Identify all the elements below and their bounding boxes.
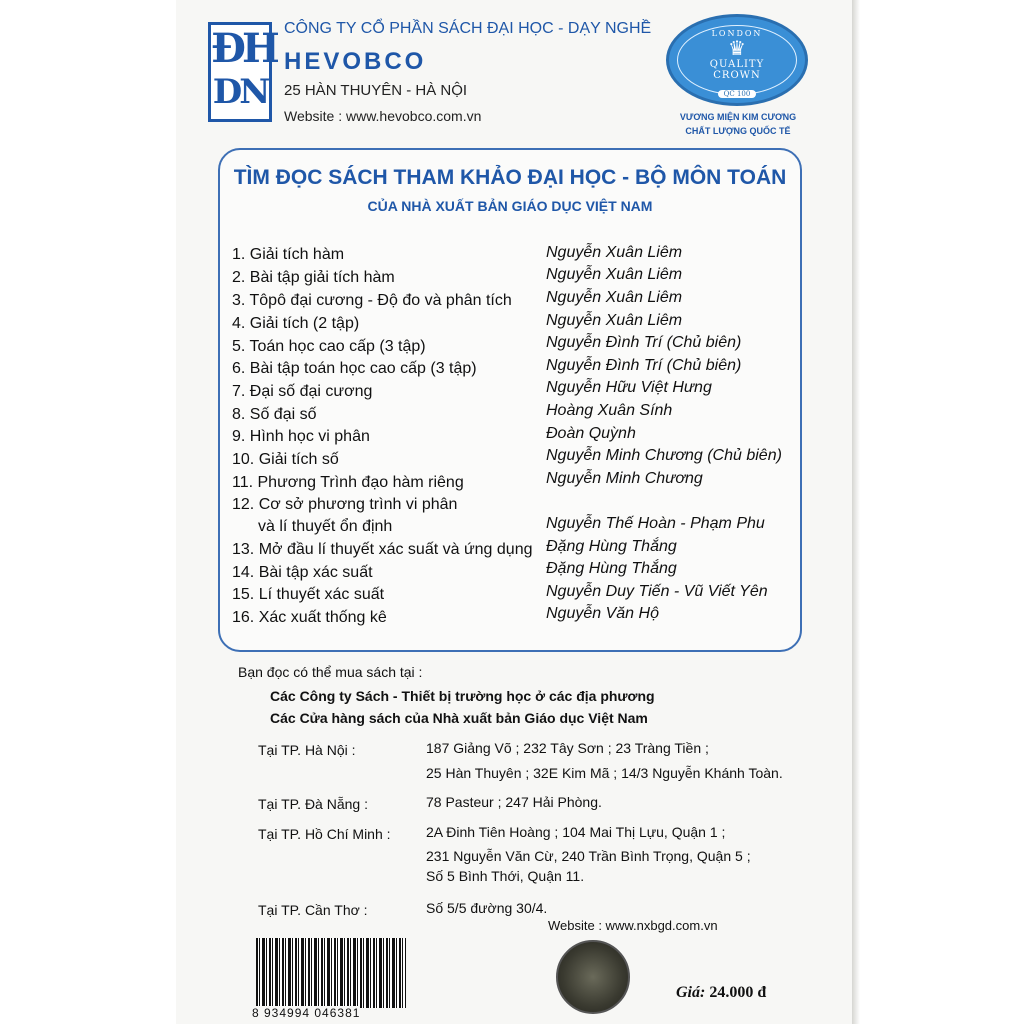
book-author: Nguyễn Hữu Việt Hưng (546, 379, 712, 396)
book-author: Nguyễn Duy Tiến - Vũ Viết Yên (546, 583, 768, 600)
book-title: và lí thuyết ổn định (258, 518, 393, 535)
city-name: Tại TP. Hồ Chí Minh : (258, 826, 391, 842)
book-author: Nguyễn Xuân Liêm (546, 289, 683, 306)
buy-line-1: Các Công ty Sách - Thiết bị trường học ở các địa phương (270, 688, 655, 704)
book-author: Nguyễn Đình Trí (Chủ biên) (546, 357, 742, 374)
book-title: 5. Toán học cao cấp (3 tập) (232, 338, 426, 355)
logo-line-1: ĐH (211, 25, 276, 72)
book-title: 16. Xác xuất thống kê (232, 609, 387, 626)
crown-icon: ♛ (728, 36, 746, 60)
buy-intro: Bạn đọc có thể mua sách tại : (238, 664, 423, 680)
award-caption-2: CHẤT LƯỢNG QUỐC TẾ (685, 126, 791, 136)
brand-name: HEVOBCO (284, 48, 427, 75)
city-address: Số 5 Bình Thới, Quận 11. (426, 868, 585, 884)
book-author: Nguyễn Xuân Liêm (546, 244, 683, 261)
book-title: 12. Cơ sở phương trình vi phân (232, 496, 458, 513)
hologram-seal-icon (556, 940, 630, 1014)
book-author: Nguyễn Xuân Liêm (546, 266, 683, 283)
book-title: 1. Giải tích hàm (232, 246, 345, 263)
price-label: Giá: (676, 984, 706, 1001)
quality-crown-badge (666, 14, 808, 106)
price-value: 24.000 đ (709, 984, 767, 1001)
book-title: 10. Giải tích số (232, 451, 339, 468)
book-title: 11. Phương Trình đạo hàm riêng (232, 474, 464, 491)
logo-line-2: DN (212, 72, 268, 112)
book-list-subtitle: CỦA NHÀ XUẤT BẢN GIÁO DỤC VIỆT NAM (367, 198, 653, 214)
badge-crown: CROWN (713, 70, 761, 81)
city-address: Số 5/5 đường 30/4. (426, 900, 548, 916)
book-author: Nguyễn Minh Chương (Chủ biên) (546, 447, 782, 464)
price (676, 984, 766, 1002)
nxbgd-website: Website : www.nxbgd.com.vn (548, 918, 718, 933)
city-name: Tại TP. Đà Nẵng : (258, 796, 368, 812)
book-title: 9. Hình học vi phân (232, 428, 370, 445)
award-caption-1: VƯƠNG MIỆN KIM CƯƠNG (679, 112, 797, 122)
publisher-logo (208, 22, 276, 122)
book-title: 13. Mở đầu lí thuyết xác suất và ứng dụng (232, 541, 533, 558)
city-address: 231 Nguyễn Văn Cừ, 240 Trần Bình Trọng, Quận 5 ; (426, 848, 751, 864)
city-address: 187 Giảng Võ ; 232 Tây Sơn ; 23 Tràng Tiền ; (426, 740, 709, 756)
book-title: 4. Giải tích (2 tập) (232, 315, 360, 332)
book-author: Nguyễn Thế Hoàn - Phạm Phu (546, 515, 765, 532)
city-name: Tại TP. Cần Thơ : (258, 902, 368, 918)
book-author: Nguyễn Văn Hộ (546, 605, 659, 622)
book-title: 7. Đại số đại cương (232, 383, 373, 400)
book-title: 8. Số đại số (232, 406, 317, 423)
badge-qc: QC 100 (718, 90, 757, 98)
city-address: 2A Đinh Tiên Hoàng ; 104 Mai Thị Lựu, Quận 1 ; (426, 824, 726, 840)
city-name: Tại TP. Hà Nội : (258, 742, 356, 758)
badge-london: LONDON (711, 29, 763, 38)
book-author: Nguyễn Minh Chương (546, 470, 703, 487)
buy-line-2: Các Cửa hàng sách của Nhà xuất bản Giáo dục Việt Nam (270, 710, 648, 726)
book-author: Đặng Hùng Thắng (546, 538, 677, 555)
publisher-address: 25 HÀN THUYÊN - HÀ NỘI (284, 82, 468, 99)
book-list-title: TÌM ĐỌC SÁCH THAM KHẢO ĐẠI HỌC - BỘ MÔN TOÁN (233, 166, 787, 189)
barcode-icon (256, 938, 406, 1008)
book-title: 6. Bài tập toán học cao cấp (3 tập) (232, 360, 477, 377)
page-edge-shadow (852, 0, 860, 1024)
barcode-number: 8 934994 046381 (252, 1006, 361, 1020)
company-name: CÔNG TY CỔ PHẦN SÁCH ĐẠI HỌC - DẠY NGHỀ (284, 20, 652, 37)
book-title: 2. Bài tập giải tích hàm (232, 269, 395, 286)
book-author: Nguyễn Xuân Liêm (546, 312, 683, 329)
book-author: Đoàn Quỳnh (546, 425, 636, 442)
book-author: Đặng Hùng Thắng (546, 560, 677, 577)
city-address: 78 Pasteur ; 247 Hải Phòng. (426, 794, 602, 810)
book-title: 14. Bài tập xác suất (232, 564, 373, 581)
city-address: 25 Hàn Thuyên ; 32E Kim Mã ; 14/3 Nguyễn Khánh Toàn. (426, 765, 783, 781)
book-title: 15. Lí thuyết xác suất (232, 586, 385, 603)
book-title: 3. Tôpô đại cương - Độ đo và phân tích (232, 292, 512, 309)
book-author: Hoàng Xuân Sính (546, 402, 673, 419)
publisher-website: Website : www.hevobco.com.vn (284, 108, 482, 124)
book-author: Nguyễn Đình Trí (Chủ biên) (546, 334, 742, 351)
badge-quality: QUALITY (709, 59, 765, 70)
